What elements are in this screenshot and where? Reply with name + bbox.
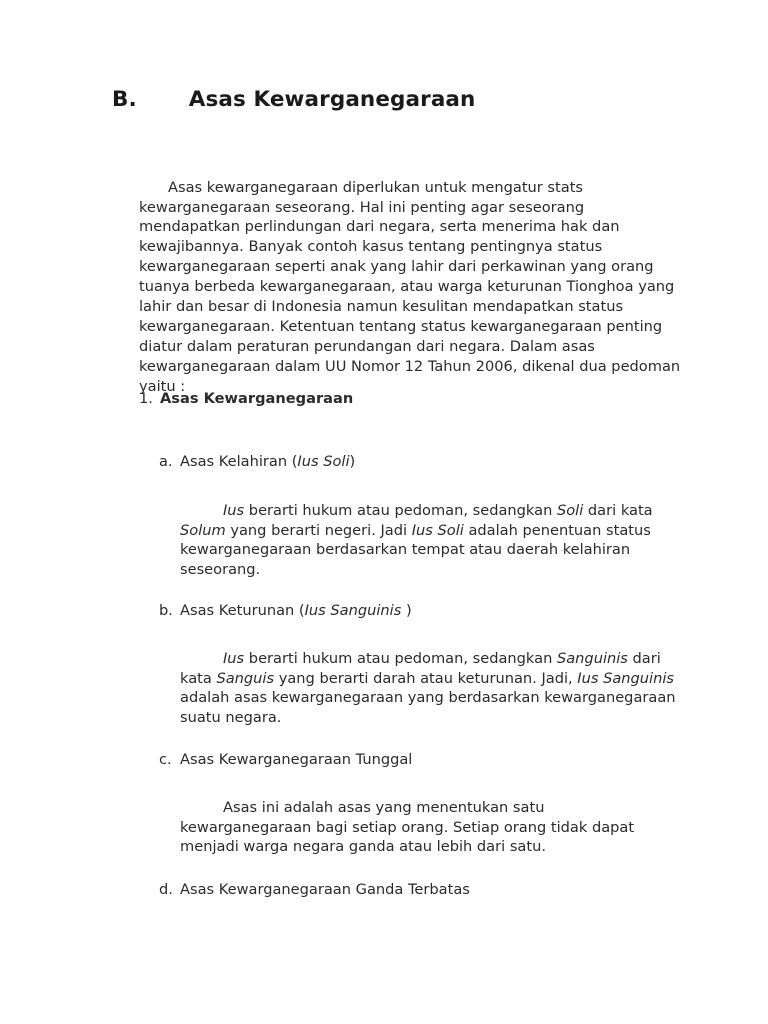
sub-item-b-body	[180, 649, 680, 729]
sub-item-b	[159, 601, 412, 621]
sub-item-a-body	[180, 501, 680, 581]
sub-item-a	[159, 452, 355, 472]
body-b-seg7: Ius Sanguinis	[577, 669, 675, 687]
body-a-seg2: berarti hukum atau pedoman, sedangkan	[244, 501, 557, 519]
body-b-seg8: adalah asas kewarganegaraan yang berdasarkan kewarganegaraan suatu negara.	[180, 689, 676, 727]
body-b-seg1: Ius	[223, 649, 245, 667]
body-a-seg5: Solum	[180, 521, 226, 539]
body-a-seg1: Ius	[223, 501, 245, 519]
sub-item-d-label: Asas Kewarganegaraan Ganda Terbatas	[180, 881, 470, 898]
sub-item-c-label: Asas Kewarganegaraan Tunggal	[180, 751, 413, 768]
body-b-seg3: Sanguinis	[556, 649, 628, 667]
intro-paragraph: Asas kewarganegaraan diperlukan untuk mengatur stats kewarganegaraan seseorang. Hal ini penting agar seseorang mendapatkan perlindungan dari negara, serta menerima hak dan kewajibannya. Banyak contoh kasus tentang pentingnya status kewarganegaraan seperti anak yang lahir dari perkawinan yang orang tuanya berbeda kewarganegaraan, atau warga keturunan Tionghoa yang lahir dan besar di Indonesia namun kesulitan mendapatkan status kewarganegaraan. Ketentuan tentang status kewarganegaraan penting diatur dalam peraturan perundangan dari negara. Dalam asas kewarganegaraan dalam UU Nomor 12 Tahun 2006, dikenal dua pedoman yaitu :	[139, 178, 681, 395]
list-marker-d: d.	[159, 881, 173, 898]
numbered-item-label: Asas Kewarganegaraan	[160, 390, 354, 407]
sub-item-b-title-italic: Ius Sanguinis	[304, 602, 402, 619]
body-a-seg4: dari kata	[583, 501, 653, 519]
sub-item-b-title-plain: Asas Keturunan (	[180, 602, 305, 619]
sub-item-a-title-tail: )	[349, 453, 356, 470]
sub-item-b-label	[180, 602, 412, 619]
body-a-seg6: yang berarti negeri. Jadi	[225, 521, 412, 539]
body-b-seg2: berarti hukum atau pedoman, sedangkan	[244, 649, 557, 667]
sub-item-d	[159, 880, 470, 900]
heading-title: Asas Kewarganegaraan	[188, 87, 476, 112]
sub-item-a-title-plain: Asas Kelahiran (	[180, 453, 298, 470]
list-marker-c: c.	[159, 751, 172, 768]
body-a-seg8: adalah penentuan status kewarganegaraan berdasarkan tempat atau daerah kelahiran seseorang.	[180, 521, 651, 579]
sub-item-b-title-tail: )	[401, 602, 412, 619]
sub-item-c	[159, 750, 412, 770]
sub-item-a-title-italic: Ius Soli	[297, 453, 350, 470]
list-marker-b: b.	[159, 602, 173, 619]
body-b-seg5: Sanguis	[216, 669, 275, 687]
numbered-item-1	[139, 389, 353, 409]
body-b-seg4: dari kata	[180, 649, 661, 687]
heading-label: B.	[112, 87, 137, 112]
list-marker-number: 1.	[139, 390, 153, 407]
sub-item-c-body: Asas ini adalah asas yang menentukan satu kewarganegaraan bagi setiap orang. Setiap orang tidak dapat menjadi warga negara ganda atau lebih dari satu.	[180, 798, 635, 856]
body-a-seg7: Ius Soli	[411, 521, 464, 539]
page-title	[112, 86, 475, 114]
sub-item-a-label	[180, 453, 355, 470]
body-b-seg6: yang berarti darah atau keturunan. Jadi,	[274, 669, 578, 687]
body-a-seg3: Soli	[556, 501, 584, 519]
list-marker-a: a.	[159, 453, 173, 470]
